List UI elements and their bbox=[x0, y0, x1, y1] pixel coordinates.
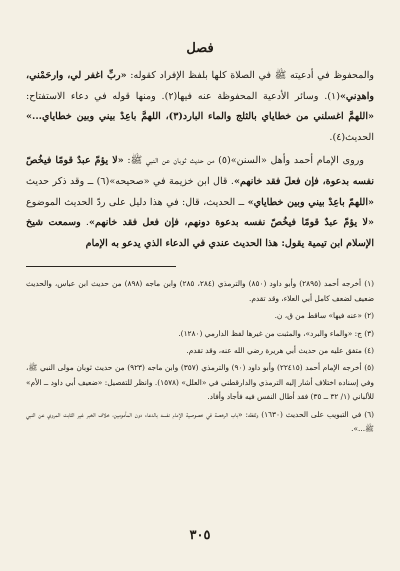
text-run: الحديث(٤). bbox=[329, 131, 374, 143]
footnote-5 bbox=[26, 361, 374, 404]
text-run: . قال ابن خزيمة في «صحيحه»(٦) ــ وقد ذكر حديث bbox=[26, 175, 234, 187]
footnote-3 bbox=[26, 327, 374, 341]
footnote-separator bbox=[26, 266, 374, 267]
section-heading: فصل bbox=[186, 41, 214, 56]
text-run: ــ الحديث، قال: في هذا دليل على ردّ الحديث الموضوع bbox=[26, 196, 248, 208]
footnote-number: (٣) bbox=[364, 328, 374, 338]
text-run: وروى الإمام أحمد وأهل «السنن»(٥) من حديث ثوبان عن النبي ﷺ: bbox=[123, 155, 364, 167]
quoted-hadith: «لا يؤمّ عبدٌ قومًا فيخُصّ نفسه بدعوة، فإن فعلَ فقد خانهم» bbox=[26, 155, 374, 187]
footnote-6 bbox=[26, 408, 374, 437]
footnote-number: (٤) bbox=[364, 345, 374, 355]
quoted-prayer: «ربِّ اغفر لي، وارحَمْني، واهدِني» bbox=[26, 70, 374, 102]
text-run: . bbox=[80, 217, 89, 229]
footnote-text: في التبويب على الحديث (١٦٣٠) ولفظه: «باب الرخصة في خصوصية الإمام نفسه بالدعاء دون المأمومين، خلاف الخبر غير الثابت المروي عن النبي ﷺ...». bbox=[26, 409, 374, 433]
main-text bbox=[26, 66, 374, 254]
paragraph-1 bbox=[26, 66, 374, 148]
text-run: والمحفوظ في أدعيته ﷺ في الصلاة كلها بلفظ الإفراد كقوله: bbox=[126, 70, 375, 81]
paragraph-2 bbox=[26, 151, 374, 254]
quoted-prayer: «اللهمّ باعِدْ بيني وبين خطاياي» bbox=[247, 196, 375, 208]
footnote-number: (٦) bbox=[364, 409, 374, 419]
footnote-text: أخرجه أحمد (٢٨٩٥) وأبو داود (٨٥٠) والترمذي (٢٨٤، ٢٨٥) وابن ماجه (٨٩٨) من حديث ابن عباس، والحديث ضعيف لضعف كامل أبي العلاء، وقد تقدم. bbox=[26, 279, 374, 303]
footnote-number: (٥) bbox=[364, 363, 374, 373]
quoted-hadith: «لا يؤمّ عبدٌ قومًا فيخُصّ نفسه بدعوة دونهم، فإن فعل فقد خانهم» bbox=[88, 217, 374, 229]
footnote-2 bbox=[26, 309, 374, 323]
footnote-1 bbox=[26, 277, 374, 306]
footnote-number: (٢) bbox=[364, 311, 374, 321]
page-number: ٣٠٥ bbox=[189, 528, 211, 543]
quoted-statement: وسمعت شيخ الإسلام ابن تيمية يقول: هذا الحديث عندي في الدعاء الذي يدعو به الإمام bbox=[26, 217, 374, 249]
footnote-text: أخرجه الإمام أحمد (٢٢٤١٥) وأبو داود (٩٠) والترمذي (٣٥٧) وابن ماجه (٩٢٣) من حديث ثوبان مولى النبي ﷺ، وفي إسناده اختلاف أشار إليه الترمذي والدارقطني في «العلل» (١٥٧٨). وانظر للتفصيل: «ضعيف أبي داود ــ الأم» للألباني (١/ ٣٢ ــ ٣٥) فقد أطال النفس فيه فأجاد وأفاد. bbox=[26, 363, 375, 402]
footnote-text: «عنه فيها» ساقط من ق، ن. bbox=[274, 311, 362, 321]
footnote-text: متفق عليه من حديث أبي هريرة رضي الله عنه، وقد تقدم. bbox=[186, 345, 362, 355]
text-run: (١). وسائر الأدعية المحفوظة عنه فيها(٢). ومنها قوله في دعاء الاستفتاح: bbox=[26, 90, 340, 102]
footnote-text: ج: «والماء والبرد»، والمثبت من غيرها لفظ الدارمي (١٢٨٠). bbox=[178, 328, 362, 338]
footnote-number: (١) bbox=[364, 279, 374, 289]
footnotes bbox=[26, 277, 374, 436]
footnote-4 bbox=[26, 344, 374, 358]
quoted-prayer: «اللهمَّ اغسلني من خطاياي بالثلج والماء البارد(٣)، اللهمَّ باعِدْ بيني وبين خطاياي...» bbox=[26, 111, 374, 123]
